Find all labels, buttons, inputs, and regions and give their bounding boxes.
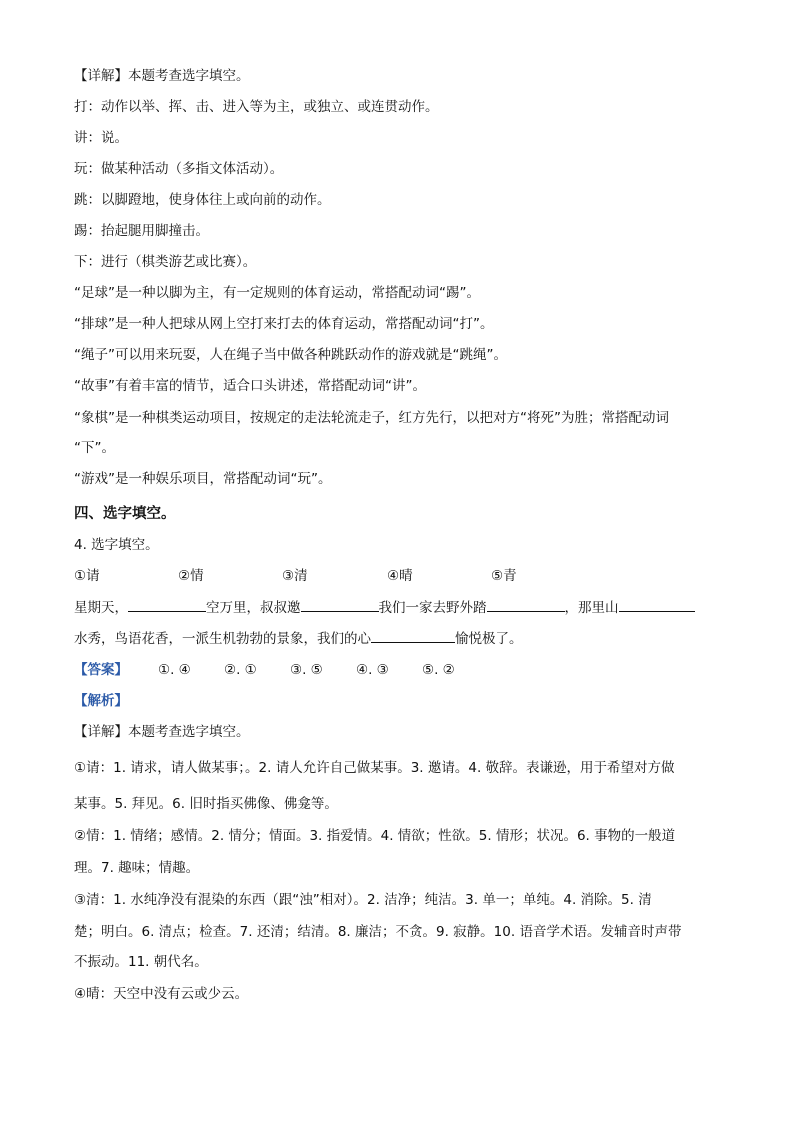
- explanation-line: “象棋”是一种棋类运动项目，按规定的走法轮流走子，红方先行，以把对方“将死”为胜；常搭配动词: [74, 410, 669, 426]
- blank-1[interactable]: [128, 597, 206, 612]
- sentence-line-2: [74, 628, 523, 649]
- explanation-line: 玩：做某种活动（多指文体活动）。: [74, 161, 284, 177]
- answer-item: ④. ③: [356, 662, 389, 678]
- explanation-line: “下”。: [74, 440, 115, 456]
- definition-line: ②情：1. 情绪；感情。2. 情分；情面。3. 指爱情。4. 情欲；性欲。5. 情形；状况。6. 事物的一般道: [74, 828, 676, 844]
- explanation-line: 打：动作以举、挥、击、进入等为主，或独立、或连贯动作。: [74, 99, 439, 115]
- definition-line: ④晴：天空中没有云或少云。: [74, 986, 249, 1002]
- definition-line: 理。7. 趣味；情趣。: [74, 860, 200, 876]
- option-3: ③清: [282, 568, 308, 584]
- explanation-line: “排球”是一种人把球从网上空打来打去的体育运动，常搭配动词“打”。: [74, 316, 494, 332]
- explanation-line: 跳：以脚蹬地，使身体往上或向前的动作。: [74, 192, 331, 208]
- analysis-label: 【解析】: [74, 693, 128, 709]
- sentence-text: 愉悦极了。: [455, 631, 523, 647]
- answer-item: ①. ④: [158, 662, 191, 678]
- option-5: ⑤青: [491, 568, 517, 584]
- explanation-line: “游戏”是一种娱乐项目，常搭配动词“玩”。: [74, 471, 332, 487]
- sentence-text: 我们一家去野外踏: [378, 600, 487, 616]
- blank-4[interactable]: [619, 597, 695, 612]
- explanation-line: 踢：抬起腿用脚撞击。: [74, 223, 209, 239]
- explanation-line: “绳子”可以用来玩耍，人在绳子当中做各种跳跃动作的游戏就是“跳绳”。: [74, 347, 507, 363]
- sentence-line-1: [74, 597, 695, 618]
- sentence-text: 水秀，鸟语花香，一派生机勃勃的景象，我们的心: [74, 631, 371, 647]
- option-2: ②情: [178, 568, 204, 584]
- explanation-line: “故事”有着丰富的情节，适合口头讲述，常搭配动词“讲”。: [74, 378, 426, 394]
- definition-line: 某事。5. 拜见。6. 旧时指买佛像、佛龛等。: [74, 796, 338, 812]
- option-1: ①请: [74, 568, 100, 584]
- section-title: 四、选字填空。: [74, 506, 176, 522]
- definition-line: ①请：1. 请求，请人做某事；。2. 请人允许自己做某事。3. 邀请。4. 敬辞。表谦逊，用于希望对方做: [74, 760, 675, 776]
- question-title: 4. 选字填空。: [74, 537, 159, 553]
- sentence-text: 星期天，: [74, 600, 128, 616]
- definition-line: ③清：1. 水纯净没有混染的东西（跟“浊”相对）。2. 洁净；纯洁。3. 单一；单纯。4. 消除。5. 清: [74, 892, 652, 908]
- answer-item: ⑤. ②: [422, 662, 455, 678]
- blank-3[interactable]: [487, 597, 565, 612]
- answer-label: 【答案】: [74, 662, 128, 678]
- detail-heading: 【详解】本题考查选字填空。: [74, 68, 250, 84]
- definition-line: 不振动。11. 朝代名。: [74, 954, 208, 970]
- answer-item: ②. ①: [224, 662, 257, 678]
- detail-heading: 【详解】本题考查选字填空。: [74, 724, 250, 740]
- blank-5[interactable]: [371, 628, 455, 643]
- answer-item: ③. ⑤: [290, 662, 323, 678]
- explanation-line: 讲：说。: [74, 130, 128, 146]
- sentence-text: 空万里，叔叔邀: [206, 600, 301, 616]
- definition-line: 楚；明白。6. 清点；检查。7. 还清；结清。8. 廉洁；不贪。9. 寂静。10. 语音学术语。发辅音时声带: [74, 924, 682, 940]
- option-4: ④晴: [387, 568, 413, 584]
- blank-2[interactable]: [301, 597, 379, 612]
- explanation-line: 下：进行（棋类游艺或比赛）。: [74, 254, 257, 270]
- sentence-text: ，那里山: [564, 600, 619, 616]
- explanation-line: “足球”是一种以脚为主，有一定规则的体育运动，常搭配动词“踢”。: [74, 285, 480, 301]
